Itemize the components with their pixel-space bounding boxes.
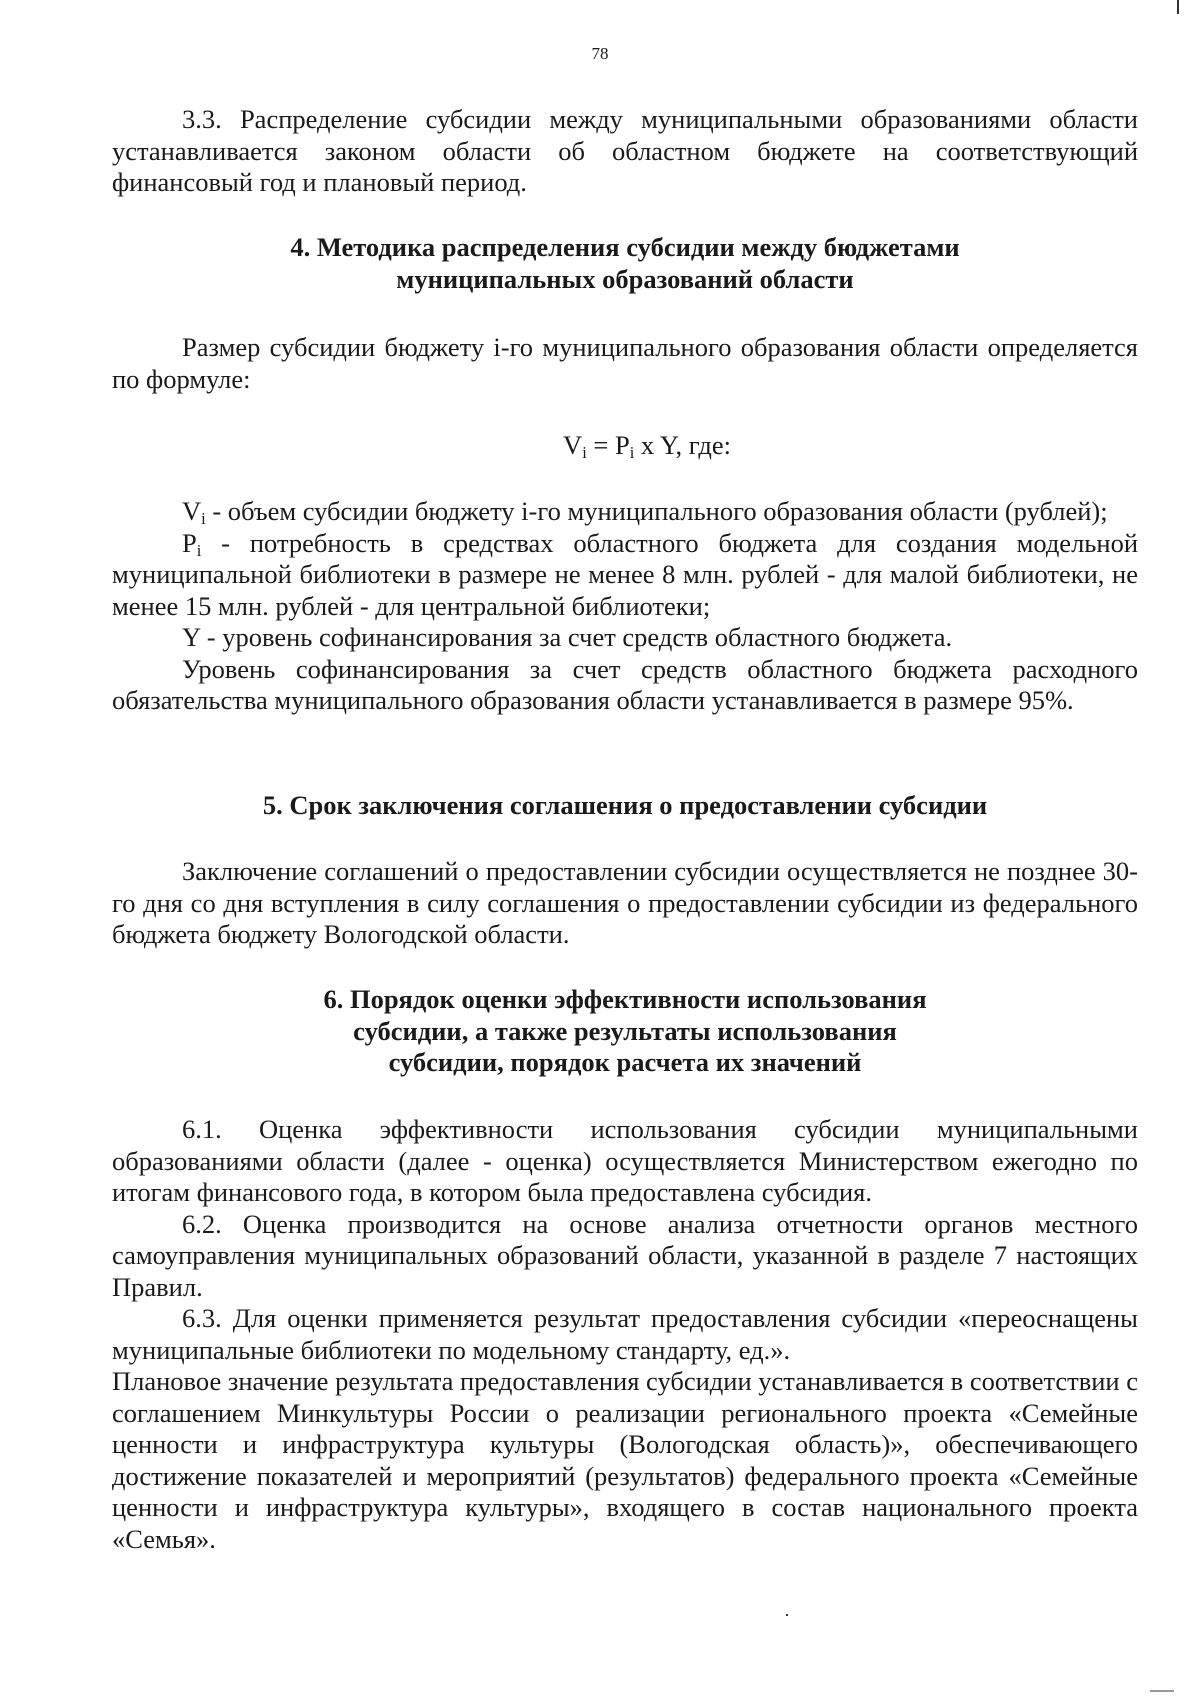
def-v-text: - объем субсидии бюджету i-го муниципального образования области (рублей);	[205, 496, 1108, 526]
formula-p-sub: i	[629, 443, 635, 463]
section-4-title-line2: муниципальных образований области	[396, 263, 854, 294]
paragraph-6-2: 6.2. Оценка производится на основе анализа отчетности органов местного самоуправления муниципальных образований области, указанной в разделе 7 настоящих Правил.	[112, 1208, 1138, 1302]
def-v-symbol: V	[182, 496, 202, 526]
formula-eq: =	[586, 430, 615, 460]
section-5-heading	[112, 790, 1138, 822]
definition-y: Y - уровень софинансирования за счет средств областного бюджета.	[182, 622, 953, 652]
formula	[112, 430, 1138, 462]
def-v-sub: i	[201, 509, 206, 529]
formula-v: V	[563, 430, 583, 460]
section-6-body	[112, 1114, 1138, 1555]
scan-edge-mark	[1177, 0, 1179, 14]
cofinancing-level: Уровень софинансирования за счет средств областного бюджета расходного обязательства муниципального образования области устанавливается в размере 95%.	[112, 653, 1138, 715]
formula-block	[112, 430, 1138, 462]
planned-value-paragraph: Плановое значение результата предоставления субсидии устанавливается в соответствии с соглашением Минкультуры России о реализации регионального проекта «Семейные ценности и инфраструктура культуры (Вологодская область)», обеспечивающего достижение показателей и мероприятий (результатов) федерального проекта «Семейные ценности и инфраструктура культуры», входящего в состав национального проекта «Семья».	[112, 1366, 1138, 1554]
paragraph-3-3-block	[112, 104, 1138, 199]
definition-p	[112, 528, 1138, 623]
def-p-symbol: P	[182, 527, 197, 558]
formula-v-sub: i	[582, 443, 587, 463]
section-6-title-line2: субсидии, а также результаты использования	[353, 1015, 897, 1046]
definitions-block	[112, 496, 1138, 717]
def-p-sub: i	[196, 540, 202, 560]
section-5-text: Заключение соглашений о предоставлении субсидии осуществляется не позднее 30-го дня со дня вступления в силу соглашения о предоставлении субсидии из федерального бюджета бюджету Вологодской области.	[112, 856, 1138, 949]
section-4-intro: Размер субсидии бюджету i-го муниципального образования области определяется по формуле:	[112, 332, 1138, 394]
section-6-title-line3: субсидии, порядок расчета их значений	[388, 1047, 862, 1077]
formula-rest: x Y, где:	[634, 430, 731, 460]
def-p-text: - потребность в средствах областного бюджета для создания модельной муниципальной библиотеки в размере не менее 8 млн. рублей - для малой библиотеки, не менее 15 млн. рублей - для центральной библиотеки;	[112, 527, 1138, 621]
paragraph-6-1: 6.1. Оценка эффективности использования субсидии муниципальными образованиями области (далее - оценка) осуществляется Министерством ежегодно по итогам финансового года, в котором была предоставлена субсидия.	[112, 1114, 1138, 1207]
section-5-body	[112, 856, 1138, 951]
section-5-title: 5. Срок заключения соглашения о предоставлении субсидии	[262, 790, 988, 820]
section-4-title-line1: 4. Методика распределения субсидии между бюджетами	[290, 232, 960, 262]
section-4-intro-block	[112, 332, 1138, 395]
section-6-title-line1: 6. Порядок оценки эффективности использования	[323, 984, 927, 1014]
scan-bottom-mark	[1150, 1690, 1174, 1692]
section-6-heading	[112, 984, 1138, 1079]
definition-v	[112, 496, 1138, 528]
page-number: 78	[591, 44, 609, 63]
formula-p: P	[614, 430, 630, 460]
scan-speck	[786, 1614, 788, 1616]
section-4-heading	[112, 232, 1138, 295]
paragraph-3-3: 3.3. Распределение субсидии между муниципальными образованиями области устанавливается законом области об областном бюджете на соответствующий финансовый год и плановый период.	[112, 104, 1138, 197]
paragraph-6-3: 6.3. Для оценки применяется результат предоставления субсидии «переоснащены муниципальные библиотеки по модельному стандарту, ед.».	[112, 1303, 1138, 1365]
